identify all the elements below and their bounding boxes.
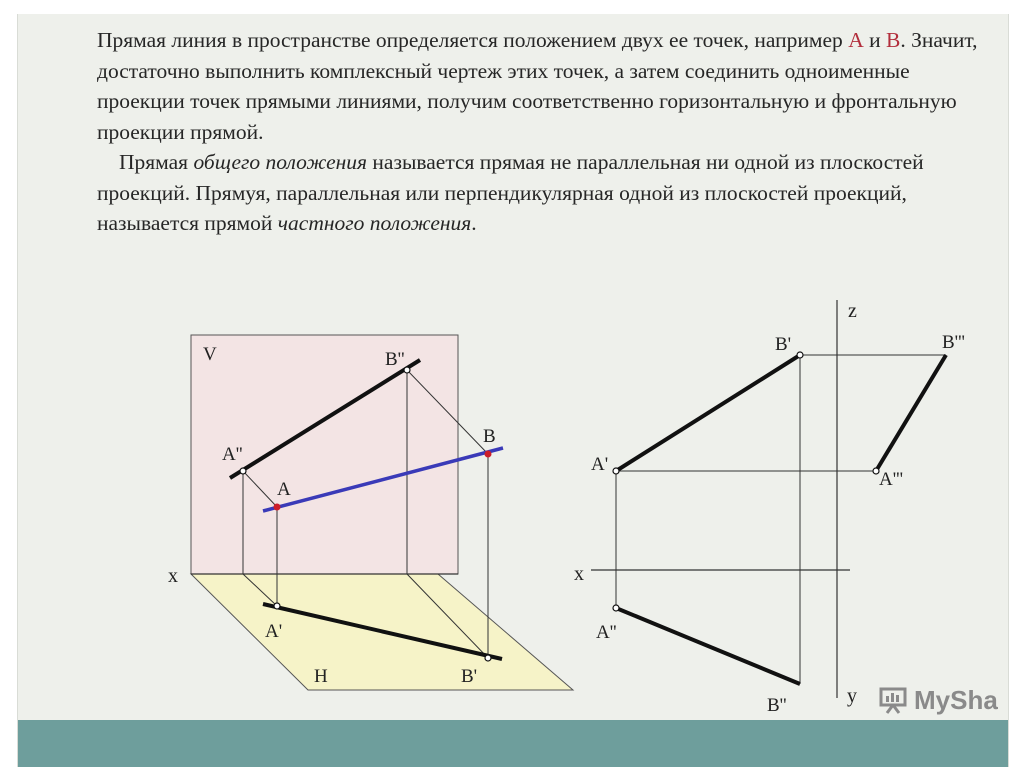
point-a-frontal xyxy=(240,468,246,474)
label-a-space: A xyxy=(277,479,291,500)
point-b-horizontal xyxy=(485,655,491,661)
label-plane-h: H xyxy=(314,666,328,687)
general-position-term: общего положения xyxy=(193,150,368,174)
right-orthographic-diagram xyxy=(574,300,965,716)
point-a-space xyxy=(274,504,281,511)
label-axis-y: y xyxy=(847,685,857,707)
point-b-frontal xyxy=(404,367,410,373)
particular-position-term: частного положения xyxy=(277,211,472,235)
left-pictorial-diagram xyxy=(168,335,573,690)
projection-line-triple xyxy=(876,355,946,471)
watermark xyxy=(878,682,998,718)
p1-text-2: и xyxy=(863,28,886,52)
label-a-triple-right: A''' xyxy=(879,469,903,490)
label-b-space: B xyxy=(483,426,496,447)
label-a-double-right: A'' xyxy=(596,622,617,643)
label-b-triple-right: B''' xyxy=(942,332,965,353)
presentation-icon xyxy=(878,686,908,714)
point-b-space xyxy=(485,451,492,458)
point-a-highlight: А xyxy=(848,28,864,52)
label-axis-x-left: x xyxy=(168,565,178,587)
watermark-text: MySha xyxy=(914,684,998,715)
projection-line-double xyxy=(616,608,800,684)
label-a-prime-right: A' xyxy=(591,454,609,475)
label-b-double-right: B'' xyxy=(767,695,787,716)
label-plane-v: V xyxy=(203,344,217,365)
label-b-horizontal-left: B' xyxy=(461,666,478,687)
point-a-horizontal xyxy=(274,603,280,609)
point-b-highlight: В xyxy=(885,28,901,52)
label-b-prime-right: B' xyxy=(775,334,792,355)
slide xyxy=(17,14,1009,767)
label-b-frontal-left: B'' xyxy=(385,349,405,370)
p2-text-2: называется прямая не параллельная ни одной из плоскостей проекций. Прямуя, параллельная или перпендикулярная одной из плоскостей проекций, называется прямой xyxy=(97,150,924,235)
label-a-frontal-left: A'' xyxy=(222,444,243,465)
point-b-prime-right xyxy=(797,352,803,358)
point-a-prime-right xyxy=(613,468,619,474)
projection-line-prime xyxy=(616,355,800,471)
point-a-double-right xyxy=(613,605,619,611)
footer-band xyxy=(18,720,1008,767)
p1-text-3: . Значит, достаточно выполнить комплексный чертеж этих точек, а затем соединить одноименные проекции точек прямыми линиями, получим соответственно горизонтальную и фронтальную проекции прямой. xyxy=(97,28,978,144)
projection-diagrams xyxy=(18,14,1008,767)
p2-text-3: . xyxy=(471,211,477,235)
label-axis-z: z xyxy=(848,300,857,322)
label-a-horizontal-left: A' xyxy=(265,621,283,642)
label-axis-x-right: x xyxy=(574,563,584,585)
p2-text-1: Прямая xyxy=(119,150,194,174)
p1-text-1: Прямая линия в пространстве определяется положением двух ее точек, например xyxy=(97,28,849,52)
